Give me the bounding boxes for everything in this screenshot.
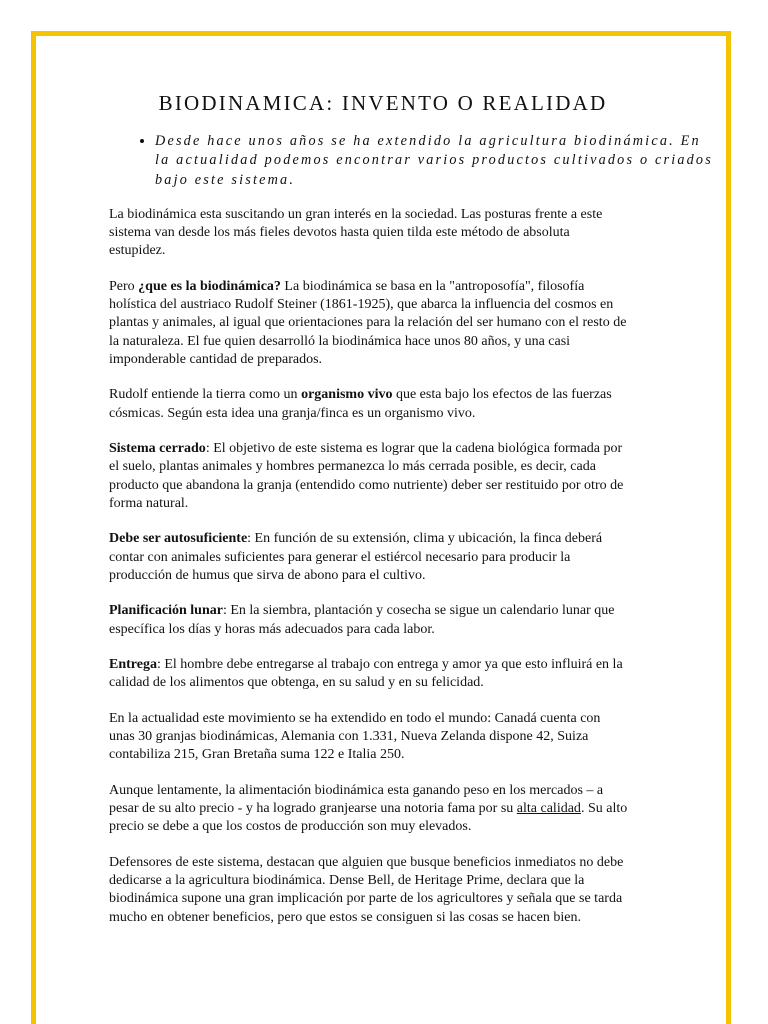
paragraph-closed-system-text: : El objetivo de este sistema es lograr que la cadena biológica formada por el suelo, plantas animales y hombres permanezca lo más cerrada posible, es decir, cada producto que abandona la granja (entendido como nutriente) deber ser restituido por otro de forma natural. bbox=[109, 441, 624, 511]
paragraph-self-sufficient-text: : En función de su extensión, clima y ubicación, la finca deberá contar con animales suficientes para generar el estiércol necesario para producir la producción de humus que sirva de abono para el cultivo. bbox=[109, 531, 603, 583]
paragraph-living-organism-bold: organismo vivo bbox=[301, 387, 393, 403]
paragraph-markets-underline: alta calidad bbox=[516, 801, 581, 817]
paragraph-what-is-text: La biodinámica se basa en la "antroposofía", filosofía holística del austriaco Rudolf Steiner (1861-1925), que abarca la influencia del cosmos en plantas y animales, al igual que orientaciones para la relación del ser humano con el resto de la naturaleza. El fue quien desarrolló la biodinámica hace unos 80 años, y una casi imponderable cantidad de preparados. bbox=[109, 279, 627, 367]
paragraph-dedication bbox=[109, 656, 629, 692]
paragraph-markets-text: Aunque lentamente, la alimentación biodinámica esta ganando peso en los mercados – a pesar de su alto precio - y ha logrado granjearse una notoria fama por su bbox=[109, 783, 604, 817]
paragraph-self-sufficient bbox=[109, 530, 629, 585]
document-body bbox=[109, 206, 629, 944]
paragraph-what-is bbox=[109, 278, 629, 369]
document-title: BIODINAMICA: INVENTO O REALIDAD bbox=[158, 91, 608, 115]
paragraph-closed-system bbox=[109, 440, 629, 513]
paragraph-markets bbox=[109, 782, 629, 837]
paragraph-lunar-planning bbox=[109, 602, 629, 638]
paragraph-lunar-planning-text: : En la siembra, plantación y cosecha se sigue un calendario lunar que específica los días y horas más adecuados para cada labor. bbox=[109, 603, 615, 637]
paragraph-dedication-heading: Entrega bbox=[109, 657, 157, 673]
paragraph-closed-system-heading: Sistema cerrado bbox=[109, 441, 206, 457]
paragraph-defenders: Defensores de este sistema, destacan que alguien que busque beneficios inmediatos no debe dedicarse a la agricultura biodinámica. Dense Bell, de Heritage Prime, declara que la biodinámica supone una gran implicación por parte de los agricultores y señala que se tarda mucho en obtener beneficios, pero que estos se consiguen si las cosas se hacen bien. bbox=[109, 855, 624, 925]
intro-bullet-list bbox=[108, 132, 715, 190]
paragraph-living-organism-text: que esta bajo los efectos de las fuerzas cósmicas. Según esta idea una granja/finca es un organismo vivo. bbox=[109, 387, 612, 421]
paragraph-what-is-prefix: Pero bbox=[109, 279, 139, 294]
paragraph-self-sufficient-heading: Debe ser autosuficiente bbox=[109, 531, 248, 547]
paragraph-living-organism-prefix: Rudolf entiende la tierra como un bbox=[109, 387, 302, 403]
paragraph-worldwide: En la actualidad este movimiento se ha extendido en todo el mundo: Canadá cuenta con unas 30 granjas biodinámicas, Alemania con 1.331, Nueva Zelanda dispone 42, Suiza contabiliza 215, Gran Bretaña suma 122 e Italia 250. bbox=[109, 711, 601, 763]
paragraph-what-is-heading: ¿que es la biodinámica? bbox=[138, 279, 281, 294]
paragraph-markets-suffix: . Su alto precio se debe a que los costos de producción son muy elevados. bbox=[109, 801, 628, 835]
intro-bullet: • Desde hace unos años se ha extendido la agricultura biodinámica. En la actualidad podemos encontrar varios productos cultivados o criados bajo este sistema. bbox=[155, 132, 715, 190]
paragraph-lunar-planning-heading: Planificación lunar bbox=[109, 603, 223, 619]
paragraph-dedication-text: : El hombre debe entregarse al trabajo con entrega y amor ya que esto influirá en la calidad de los alimentos que obtenga, en su salud y en su felicidad. bbox=[109, 657, 623, 691]
paragraph-intro: La biodinámica esta suscitando un gran interés en la sociedad. Las posturas frente a este sistema van desde los más fieles devotos hasta quien tilda este método de absoluta estupidez. bbox=[109, 207, 603, 259]
paragraph-living-organism bbox=[109, 386, 629, 422]
